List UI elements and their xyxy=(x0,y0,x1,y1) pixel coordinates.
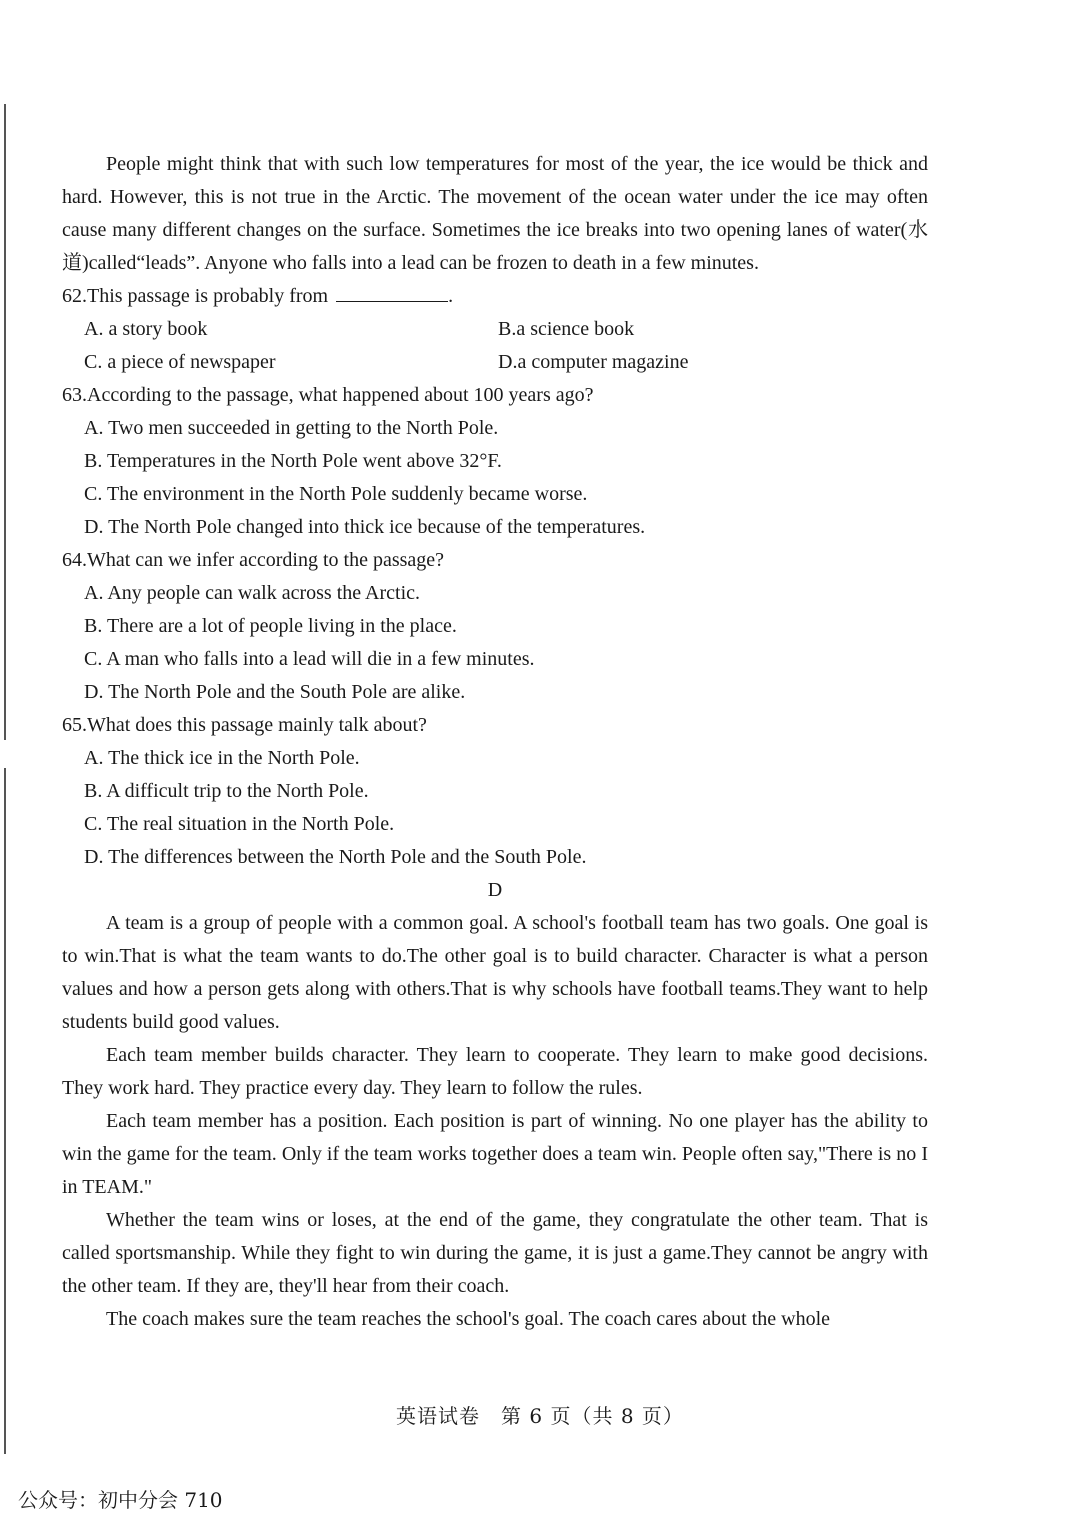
question-65-stem: 65.What does this passage mainly talk about? xyxy=(62,714,427,736)
section-d-paragraph-2: Each team member builds character. They learn to cooperate. They learn to make good decisions. They work hard. They practice every day. They learn to follow the rules. xyxy=(62,1044,928,1099)
section-d-paragraph-4: Whether the team wins or loses, at the end of the game, they congratulate the other team. That is called sportsmanship. While they fight to win during the game, it is just a game.They cannot be angry with the other team. If they are, they'll hear from their coach. xyxy=(62,1209,928,1297)
option-b: B. There are a lot of people living in the place. xyxy=(84,615,457,637)
answer-blank xyxy=(336,281,448,302)
section-d-paragraph-3: Each team member has a position. Each position is part of winning. No one player has the ability to win the game for the team. Only if the team works together does a team win. People often say,"There is no I in TEAM." xyxy=(62,1110,928,1198)
section-d-heading: D xyxy=(487,879,503,901)
option-a: A. Two men succeeded in getting to the North Pole. xyxy=(84,417,499,439)
option-c: C. The real situation in the North Pole. xyxy=(84,813,395,835)
option-a: A. Any people can walk across the Arctic. xyxy=(84,582,421,604)
question-62-options xyxy=(62,313,928,379)
page-footer: 英语试卷 第 6 页（共 8 页） xyxy=(396,1404,684,1428)
question-62-stem: 62.This passage is probably from xyxy=(62,285,329,307)
binding-margin-line-bottom xyxy=(4,768,6,1454)
question-64 xyxy=(62,544,928,709)
option-d: D. The differences between the North Pole and the South Pole. xyxy=(84,846,587,868)
question-65 xyxy=(62,709,928,874)
option-d: D. The North Pole and the South Pole are alike. xyxy=(84,681,466,703)
option-a: A. a story book xyxy=(84,318,208,340)
question-63 xyxy=(62,379,928,544)
passage-c-final-paragraph: People might think that with such low temperatures for most of the year, the ice would be thick and hard. However, this is not true in the Arctic. The movement of the ocean water under the ice may often cause many different changes on the surface. Sometimes the ice breaks into two opening lanes of water(水道)called“leads”. Anyone who falls into a lead can be frozen to death in a few minutes. xyxy=(62,153,928,274)
option-b: B. A difficult trip to the North Pole. xyxy=(84,780,369,802)
section-d-paragraph-5: The coach makes sure the team reaches the school's goal. The coach cares about the whole xyxy=(106,1308,831,1330)
option-c: C. The environment in the North Pole suddenly became worse. xyxy=(84,483,588,505)
option-d: D. The North Pole changed into thick ice because of the temperatures. xyxy=(84,516,646,538)
question-63-stem: 63.According to the passage, what happened about 100 years ago? xyxy=(62,384,594,406)
question-62 xyxy=(62,280,928,379)
option-b: B.a science book xyxy=(498,318,635,340)
question-64-stem: 64.What can we infer according to the passage? xyxy=(62,549,445,571)
option-a: A. The thick ice in the North Pole. xyxy=(84,747,360,769)
option-c: C. A man who falls into a lead will die in a few minutes. xyxy=(84,648,535,670)
option-d: D.a computer magazine xyxy=(498,351,689,373)
section-d-paragraph-1: A team is a group of people with a common goal. A school's football team has two goals. One goal is to win.That is what the team wants to do.The other goal is to build character. Character is what a person values and how a person gets along with others.That is why schools have football teams.They want to help students build good values. xyxy=(62,912,928,1033)
binding-margin-line-top xyxy=(4,104,6,740)
option-b: B. Temperatures in the North Pole went above 32°F. xyxy=(84,450,502,472)
question-stem xyxy=(62,280,928,313)
watermark-label: 公众号：初中分会 710 xyxy=(18,1488,223,1512)
exam-page-content xyxy=(62,148,928,1336)
option-c: C. a piece of newspaper xyxy=(84,351,276,373)
blank-suffix: . xyxy=(448,285,454,307)
